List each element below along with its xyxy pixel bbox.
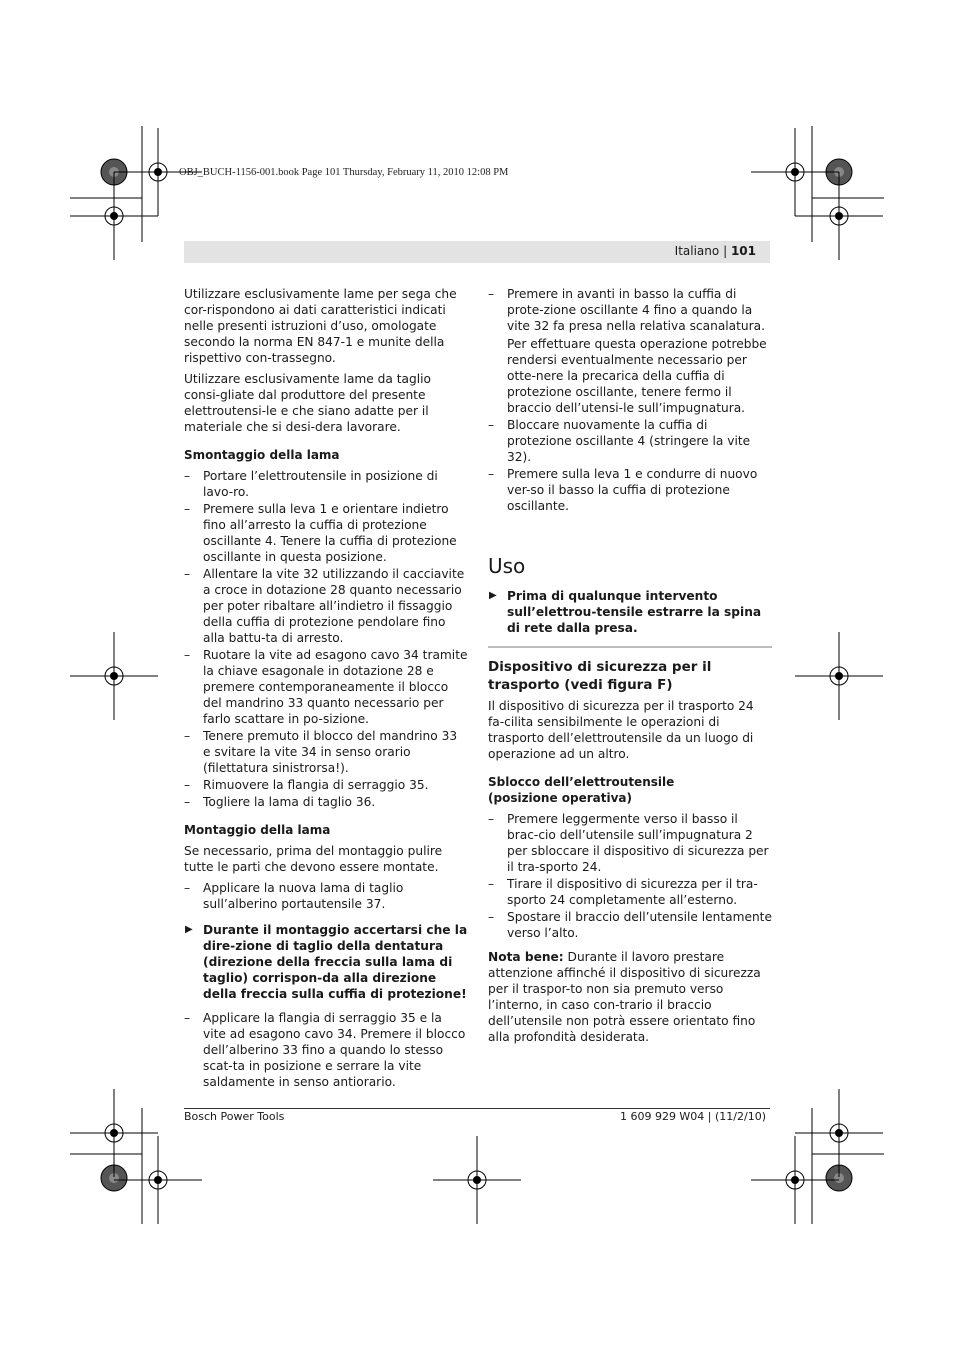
list-item: – Premere sulla leva 1 e orientare indietro fino all’arresto la cuffia di protezione oscillante 4. Tenere la cuffia di protezione oscillante in questa posizione. — [184, 502, 457, 564]
mount-steps-list-2 — [184, 1010, 468, 1090]
list-item: – Ruotare la vite ad esagono cavo 34 tramite la chiave esagonale in dotazione 28 e premere contemporaneamente il blocco del mandrino 33 quanto necessario per farlo scattare in po-sizione. — [184, 648, 468, 726]
intro-paragraph-1: Utilizzare esclusivamente lame per sega che cor-rispondono ai dati caratteristici indicati nelle presenti istruzioni d’uso, omologate secondo la norma EN 847-1 e munite della rispettivo con-trassegno. — [184, 287, 457, 365]
header-separator: | — [723, 244, 728, 258]
list-item: – Applicare la nuova lama di taglio sull’alberino portautensile 37. — [184, 881, 404, 911]
footer-doc-number: 1 609 929 W04 | (11/2/10) — [619, 1110, 766, 1123]
step-note: Per effettuare questa operazione potrebbe rendersi eventualmente necessario per otte-nere la precarica della cuffia di protezione oscillante, tenere fermo il braccio dell’utensi-le sull’impugnatura. — [507, 337, 767, 415]
uso-warning: ▶ Prima di qualunque intervento sull’elettrou-tensile estrarre la spina di rete dalla presa. — [489, 589, 762, 635]
warning-arrow-icon: ▶ — [489, 590, 497, 601]
unlock-heading-line-2: (posizione operativa) — [488, 791, 633, 805]
header-language: Italiano — [674, 244, 720, 258]
unlock-steps-list — [488, 811, 772, 941]
intro-paragraph-2: Utilizzare esclusivamente lame da taglio consi-gliate dal produttore del presente elettroutensi-le e che siano adatte per il materiale che si desi-dera lavorare. — [184, 372, 431, 434]
page-header-text — [675, 244, 756, 258]
list-item: – Spostare il braccio dell’utensile lentamente verso l’alto. — [488, 910, 772, 940]
mount-intro: Se necessario, prima del montaggio pulire tutte le parti che devono essere montate. — [184, 844, 443, 874]
list-item: – Togliere la lama di taglio 36. — [184, 795, 376, 809]
transport-paragraph: Il dispositivo di sicurezza per il trasporto 24 fa-cilita sensibilmente le operazioni di trasporto dell’elettroutensile da un luogo di operazione ad un altro. — [488, 699, 754, 761]
header-page-number: 101 — [730, 244, 756, 258]
uso-heading: Uso — [488, 554, 526, 578]
transport-heading: Dispositivo di sicurezza per il trasporto (vedi figura F) — [488, 659, 712, 693]
list-item: – Tenere premuto il blocco del mandrino 33 e svitare la vite 34 in senso orario (filettatura sinistrorsa!). — [184, 729, 458, 775]
note-label: Nota bene: — [488, 950, 564, 964]
note-paragraph: Nota bene: Durante il lavoro prestare attenzione affinché il dispositivo di sicurezza per il traspor-to non sia premuto verso l’interno, in caso con-trario il braccio dell’utensile non potrà essere orientato fino alla profondità desiderata. — [488, 950, 761, 1044]
right-column — [488, 286, 772, 1050]
list-item: – Portare l’elettroutensile in posizione di lavo-ro. — [184, 469, 438, 499]
mount-steps-continued — [488, 286, 772, 514]
mount-steps-list-1 — [184, 880, 468, 912]
mount-heading: Montaggio della lama — [184, 823, 331, 837]
footer-brand: Bosch Power Tools — [184, 1110, 285, 1123]
section-divider — [488, 646, 772, 648]
list-item: – Allentare la vite 32 utilizzando il cacciavite a croce in dotazione 28 quanto necessario per poter ribaltare all’indietro il fissaggio della cuffia di protezione pendolare fino alla battu-ta di arresto. — [184, 567, 465, 645]
list-item: – Applicare la flangia di serraggio 35 e la vite ad esagono cavo 34. Premere il blocco dell’alberino 33 fino a quando lo stesso scat-ta in posizione e serrare la vite saldamente in senso antiorario. — [184, 1011, 466, 1089]
list-item: – Tirare il dispositivo di sicurezza per il tra-sporto 24 completamente all’esterno. — [488, 877, 758, 907]
mount-warning: ▶ Durante il montaggio accertarsi che la dire-zione di taglio della dentatura (direzione della freccia sulla lama di taglio) corrispon-da alla direzione della freccia sulla cuffia di protezione! — [185, 923, 468, 1001]
list-item: – Premere leggermente verso il basso il brac-cio dell’utensile sull’impugnatura 2 per sbloccare il dispositivo di sicurezza per il tra-sporto 24. — [488, 812, 769, 874]
removal-heading: Smontaggio della lama — [184, 448, 340, 462]
print-info-line: OBJ_BUCH-1156-001.book Page 101 Thursday, February 11, 2010 12:08 PM — [179, 167, 509, 178]
warning-arrow-icon: ▶ — [185, 924, 193, 935]
list-item: – Bloccare nuovamente la cuffia di protezione oscillante 4 (stringere la vite 32). — [488, 418, 751, 464]
removal-steps-list — [184, 468, 468, 810]
list-item: – Premere in avanti in basso la cuffia di prote-zione oscillante 4 fino a quando la vite 32 fa presa nella relativa scanalatura. Per effettuare questa operazione potrebbe rendersi eventualmente necessario per otte-nere la precarica della cuffia di protezione oscillante, tenere fermo il braccio dell’utensi-le sull’impugnatura. — [488, 286, 772, 416]
left-column — [184, 286, 468, 1094]
list-item: – Premere sulla leva 1 e condurre di nuovo ver-so il basso la cuffia di protezione oscillante. — [488, 467, 758, 513]
list-item: – Rimuovere la flangia di serraggio 35. — [184, 778, 429, 792]
page-header-bar — [184, 241, 770, 263]
footer-rule — [184, 1108, 770, 1109]
unlock-heading-line-1: Sblocco dell’elettroutensile — [488, 775, 675, 789]
